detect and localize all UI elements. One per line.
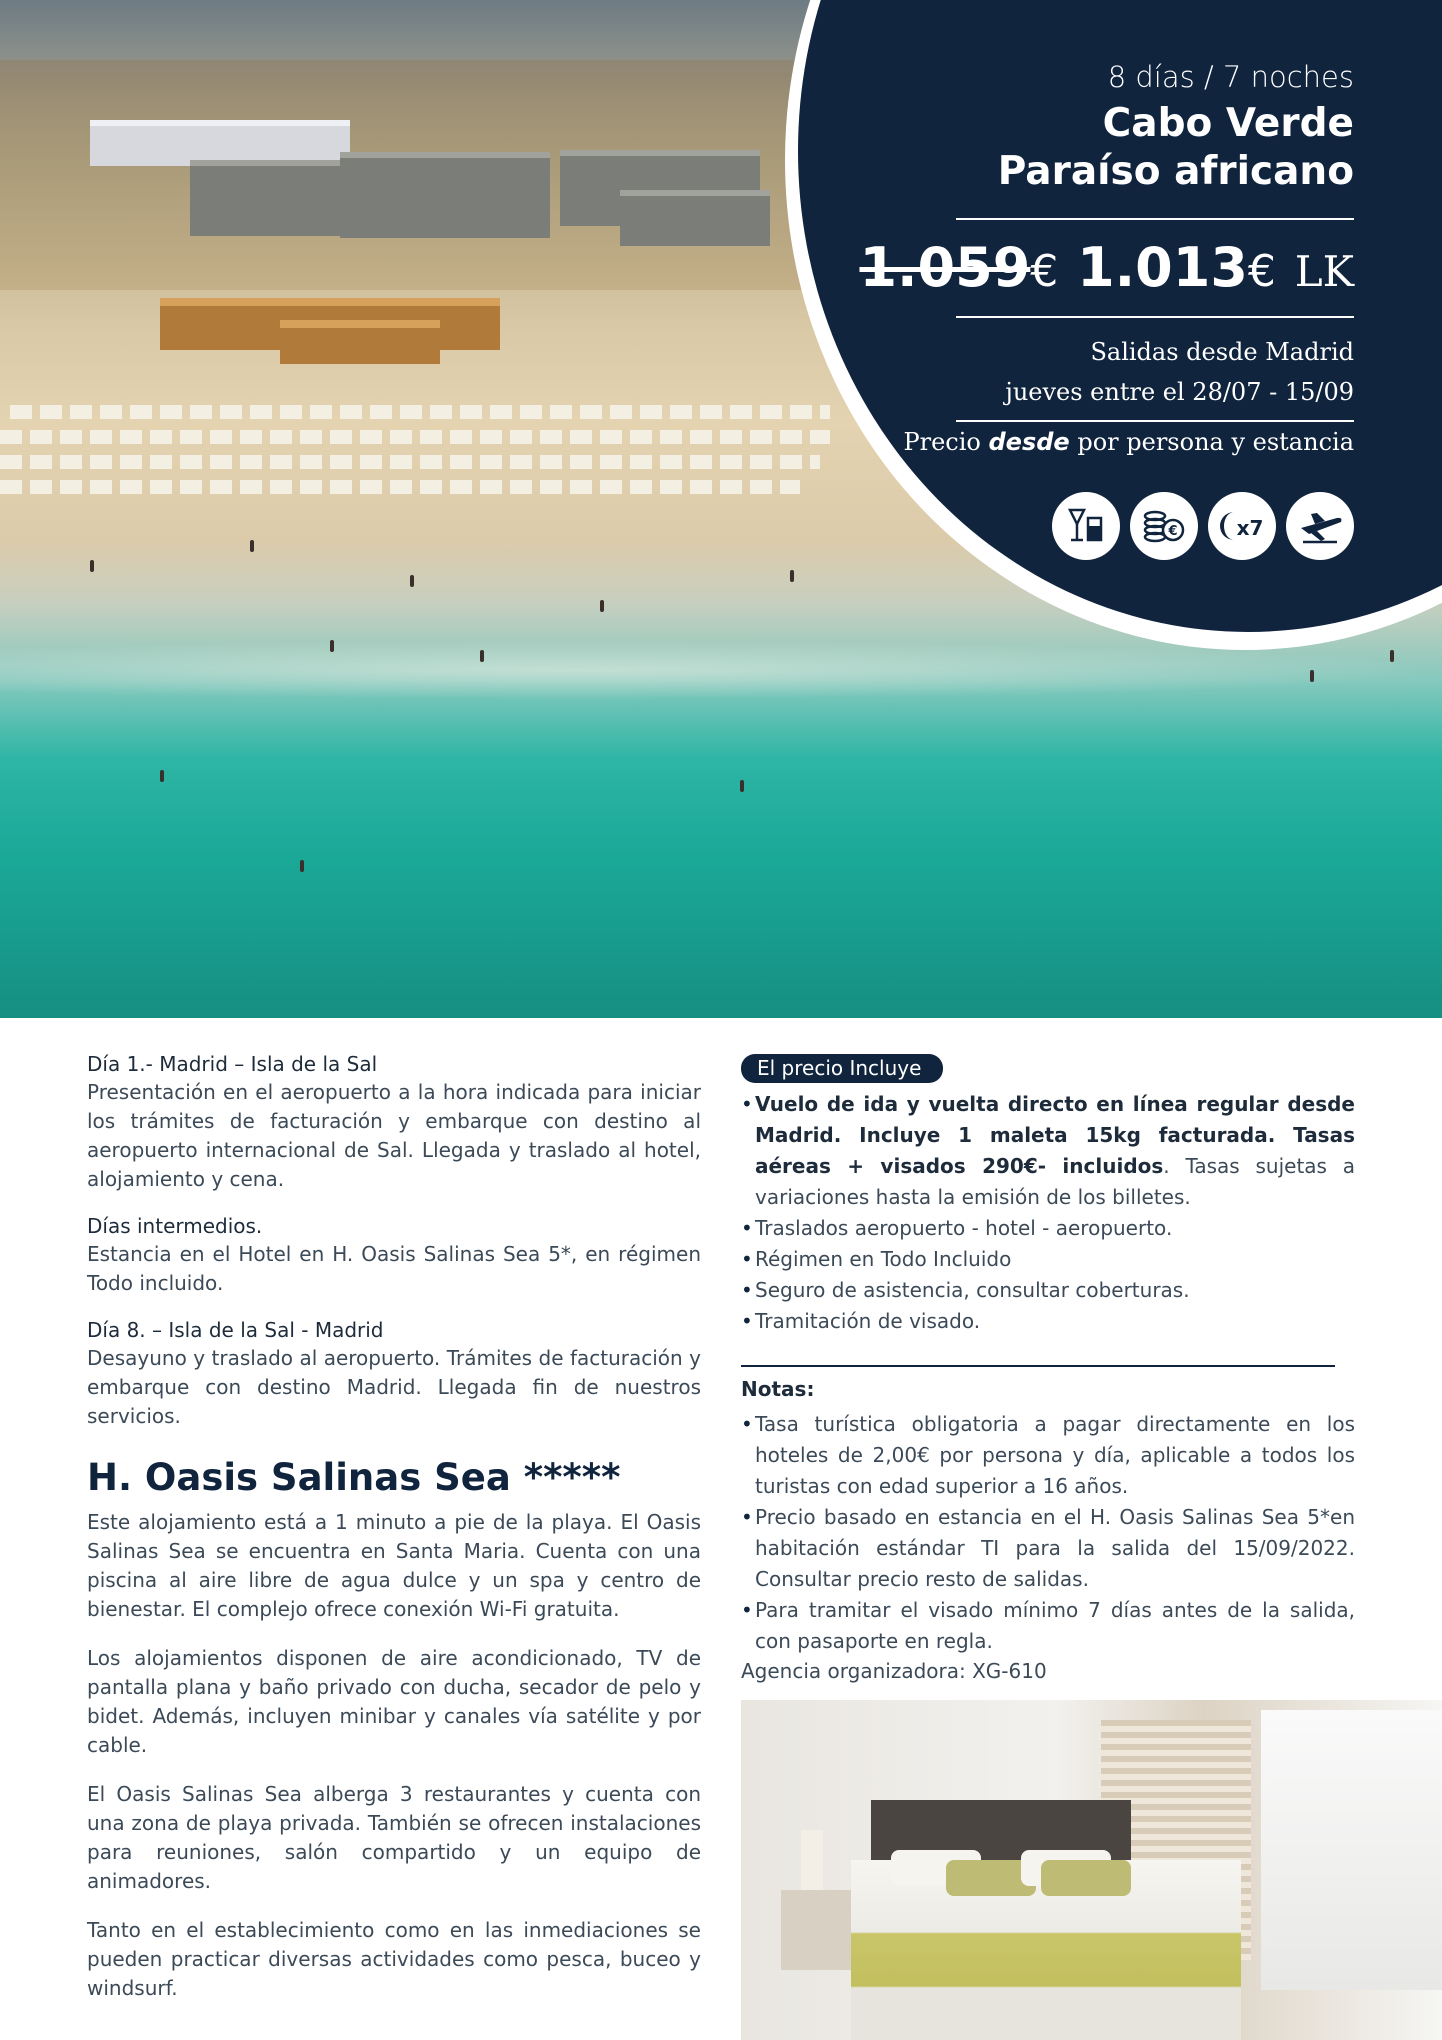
resort-building xyxy=(620,190,770,246)
beachgoer xyxy=(480,650,484,662)
beachgoer xyxy=(300,860,304,872)
divider xyxy=(956,420,1354,422)
middle-days-text: Estancia en el Hotel en H. Oasis Salinas Sea 5*, en régimen Todo incluido. xyxy=(87,1242,701,1295)
pillow xyxy=(1041,1860,1131,1896)
includes-item: • Traslados aeropuerto - hotel - aeropuerto. xyxy=(741,1213,1355,1244)
umbrella-row xyxy=(0,430,830,444)
divider xyxy=(956,316,1354,318)
hotel-paragraph: Tanto en el establecimiento como en las inmediaciones se pueden practicar diversas actividades como pesca, buceo y windsurf. xyxy=(87,1918,701,2000)
destination-name: Cabo Verde xyxy=(1102,101,1354,146)
trip-duration: 8 días / 7 noches xyxy=(1107,60,1354,94)
beachgoer xyxy=(790,570,794,582)
beachgoer xyxy=(160,770,164,782)
hotel-room-photo xyxy=(741,1700,1442,2040)
divider xyxy=(741,1365,1335,1367)
price-currency: € xyxy=(1247,246,1276,297)
resort-building xyxy=(340,152,550,238)
departure-city: Salidas desde Madrid xyxy=(1090,338,1354,366)
day-1-title: Día 1.- Madrid – Isla de la Sal xyxy=(87,1052,378,1076)
beachgoer xyxy=(90,560,94,572)
includes-item: • Régimen en Todo Incluido xyxy=(741,1244,1355,1275)
resort-building xyxy=(190,160,360,236)
umbrella-row xyxy=(0,455,820,469)
departure-dates: jueves entre el 28/07 - 15/09 xyxy=(1005,378,1354,406)
per-person-suffix: por persona y estancia xyxy=(1077,428,1354,456)
flight-info: Vuelo de ida y vuelta directo en línea regular desde Madrid. Incluye 1 maleta 15kg facturada. Tasas aéreas + visados 290€- incluidos xyxy=(755,1092,1355,1178)
divider xyxy=(956,218,1354,220)
drinks-icon xyxy=(1052,492,1120,560)
old-price-currency: € xyxy=(1030,246,1059,297)
day-1-text: Presentación en el aeropuerto a la hora indicada para iniciar los trámites de facturación y embarque con destino al aeropuerto internacional de Sal. Llegada y traslado al hotel, alojamiento y cena. xyxy=(87,1080,701,1191)
nights-icon xyxy=(1208,492,1276,560)
umbrella-row xyxy=(0,480,800,494)
destination-title xyxy=(998,100,1354,196)
lamp xyxy=(801,1830,823,1890)
note-item: • Para tramitar el visado mínimo 7 días antes de la salida, con pasaporte en regla. xyxy=(741,1595,1355,1657)
notes-title: Notas: xyxy=(741,1377,815,1401)
beachgoer xyxy=(1310,670,1314,682)
note-item: • Tasa turística obligatoria a pagar directamente en los hoteles de 2,00€ por persona y día, aplicable a todos los turistas con edad superior a 16 años. xyxy=(741,1409,1355,1502)
beach-bar xyxy=(280,320,440,364)
notes-list xyxy=(741,1409,1355,1657)
beachgoer xyxy=(740,780,744,792)
coins-icon xyxy=(1130,492,1198,560)
per-person-prefix: Precio xyxy=(903,428,981,456)
day-8-title: Día 8. – Isla de la Sal - Madrid xyxy=(87,1318,384,1342)
window xyxy=(1261,1710,1442,1990)
umbrella-row xyxy=(10,405,830,419)
old-price: 1.059 xyxy=(859,236,1031,299)
hotel-paragraph: Este alojamiento está a 1 minuto a pie de la playa. El Oasis Salinas Sea se encuentra en Santa Maria. Cuenta con una piscina al aire libre de agua dulce y un spa y centro de bienestar. El complejo ofrece conexión Wi-Fi gratuita. xyxy=(87,1510,701,1621)
beachgoer xyxy=(330,640,334,652)
beachgoer xyxy=(1390,650,1394,662)
nightstand xyxy=(781,1890,851,1970)
includes-item: • Seguro de asistencia, consultar coberturas. xyxy=(741,1275,1355,1306)
price-details xyxy=(741,1054,1355,1683)
beachgoer xyxy=(600,600,604,612)
flight-info-rest: . Tasas sujetas a variaciones hasta la emisión de los billetes. xyxy=(755,1154,1356,1209)
svg-text:€: € xyxy=(1168,524,1178,539)
beachgoer xyxy=(250,540,254,552)
departure-info xyxy=(1005,332,1354,412)
current-price: 1.013 xyxy=(1077,236,1248,299)
svg-text:x7: x7 xyxy=(1236,516,1264,540)
includes-list xyxy=(741,1089,1355,1337)
plane-icon xyxy=(1286,492,1354,560)
hotel-paragraph: El Oasis Salinas Sea alberga 3 restaurantes y cuenta con una zona de playa privada. También se ofrecen instalaciones para reuniones, salón compartido y un equipo de animadores. xyxy=(87,1782,701,1893)
price-line xyxy=(859,236,1354,299)
includes-item xyxy=(741,1089,1355,1213)
includes-item: • Tramitación de visado. xyxy=(741,1306,1355,1337)
destination-subtitle: Paraíso africano xyxy=(997,149,1354,194)
itinerary xyxy=(87,1050,701,1449)
per-person-emphasis: desde xyxy=(988,428,1070,456)
hotel-paragraph: Los alojamientos disponen de aire acondicionado, TV de pantalla plana y baño privado con ducha, secador de pelo y bidet. Además, incluyen minibar y canales vía satélite y por cable. xyxy=(87,1646,701,1757)
hotel-name: H. Oasis Salinas Sea ***** xyxy=(87,1456,621,1499)
price-suffix: LK xyxy=(1294,247,1354,296)
middle-days-title: Días intermedios. xyxy=(87,1214,263,1238)
amenity-icons xyxy=(1052,492,1354,560)
day-8-text: Desayuno y traslado al aeropuerto. Trámites de facturación y embarque con destino Madrid. Llegada fin de nuestros servicios. xyxy=(87,1346,701,1428)
beachgoer xyxy=(410,575,414,587)
hotel-description xyxy=(87,1508,701,2023)
note-item: • Precio basado en estancia en el H. Oasis Salinas Sea 5*en habitación estándar TI para la salida del 15/09/2022. Consultar precio resto de salidas. xyxy=(741,1502,1355,1595)
includes-badge: El precio Incluye xyxy=(741,1054,943,1083)
organizing-agency: Agencia organizadora: XG-610 xyxy=(741,1659,1047,1683)
price-per-person xyxy=(903,428,1354,456)
